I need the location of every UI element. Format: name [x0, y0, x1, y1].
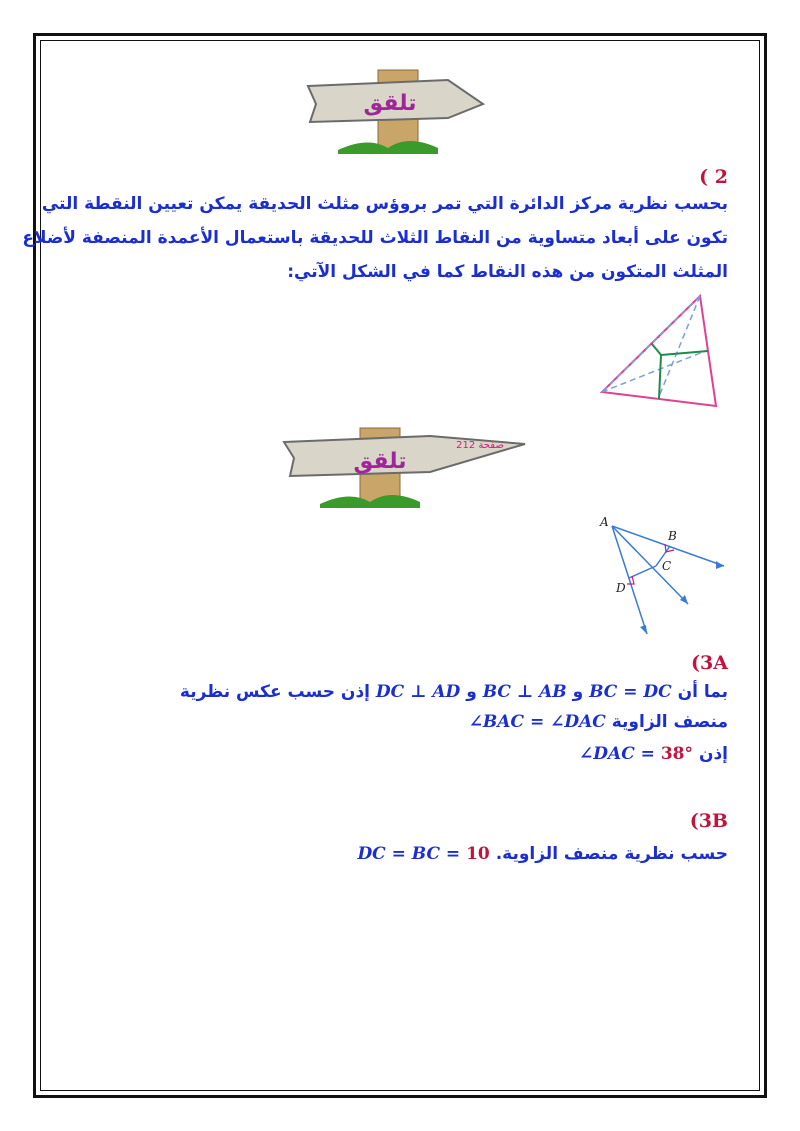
check-sign-icon — [298, 66, 488, 156]
question-2-number: ( 2 — [699, 166, 728, 188]
q3a-line-1 — [180, 682, 728, 702]
circumcenter-triangle-figure — [598, 292, 722, 412]
q3a-line3-text: إذن — [698, 744, 728, 764]
angle-bisector-figure — [590, 510, 730, 640]
q3a-and-1: و — [572, 682, 584, 702]
q3a-line-2 — [469, 712, 728, 732]
question-3a-number: (3A — [691, 652, 728, 674]
q3a-angle-dac: ∠DAC = — [579, 744, 661, 764]
q3a-and-2: و — [466, 682, 477, 702]
q2-line-3: المثلث المتكون من هذه النقاط كما في الشكل الآتي: — [287, 262, 728, 282]
q3a-angle-equality: ∠BAC = ∠DAC — [468, 712, 606, 732]
q3a-perp-2: DC ⊥ AD — [375, 682, 461, 702]
q3a-line-3 — [579, 744, 728, 764]
q3a-eq-bc-dc: BC = DC — [589, 682, 672, 702]
label-C: C — [662, 559, 672, 573]
q3b-line-1 — [357, 844, 728, 864]
q3a-suffix: إذن حسب عكس نظرية — [179, 682, 370, 702]
q2-line-2: تكون على أبعاد متساوية من النقاط الثلاث للحديقة باستعمال الأعمدة المنصفة لأضلاع — [22, 228, 728, 248]
q2-line-1: بحسب نظرية مركز الدائرة التي تمر بروؤس مثلث الحديقة يمكن تعيين النقطة التي — [41, 194, 728, 214]
label-B: B — [668, 529, 677, 543]
check-sign-icon-2 — [280, 420, 530, 510]
label-D: D — [616, 581, 626, 595]
label-A: A — [600, 515, 609, 529]
q3b-value: 10 — [466, 844, 490, 864]
q3b-equation: DC = BC = — [357, 844, 467, 864]
q3a-line2-text: منصف الزاوية — [611, 712, 728, 732]
page-reference: صفحة 212 — [456, 440, 504, 451]
sign-label: تلقق — [363, 91, 417, 116]
q3a-perp-1: BC ⊥ AB — [482, 682, 567, 702]
q3b-text: حسب نظرية منصف الزاوية. — [495, 844, 728, 864]
q3a-angle-value: 38° — [660, 744, 694, 764]
q3a-prefix: بما أن — [677, 682, 728, 702]
sign-label-2: تلقق — [353, 449, 407, 474]
question-3b-number: (3B — [689, 810, 728, 832]
